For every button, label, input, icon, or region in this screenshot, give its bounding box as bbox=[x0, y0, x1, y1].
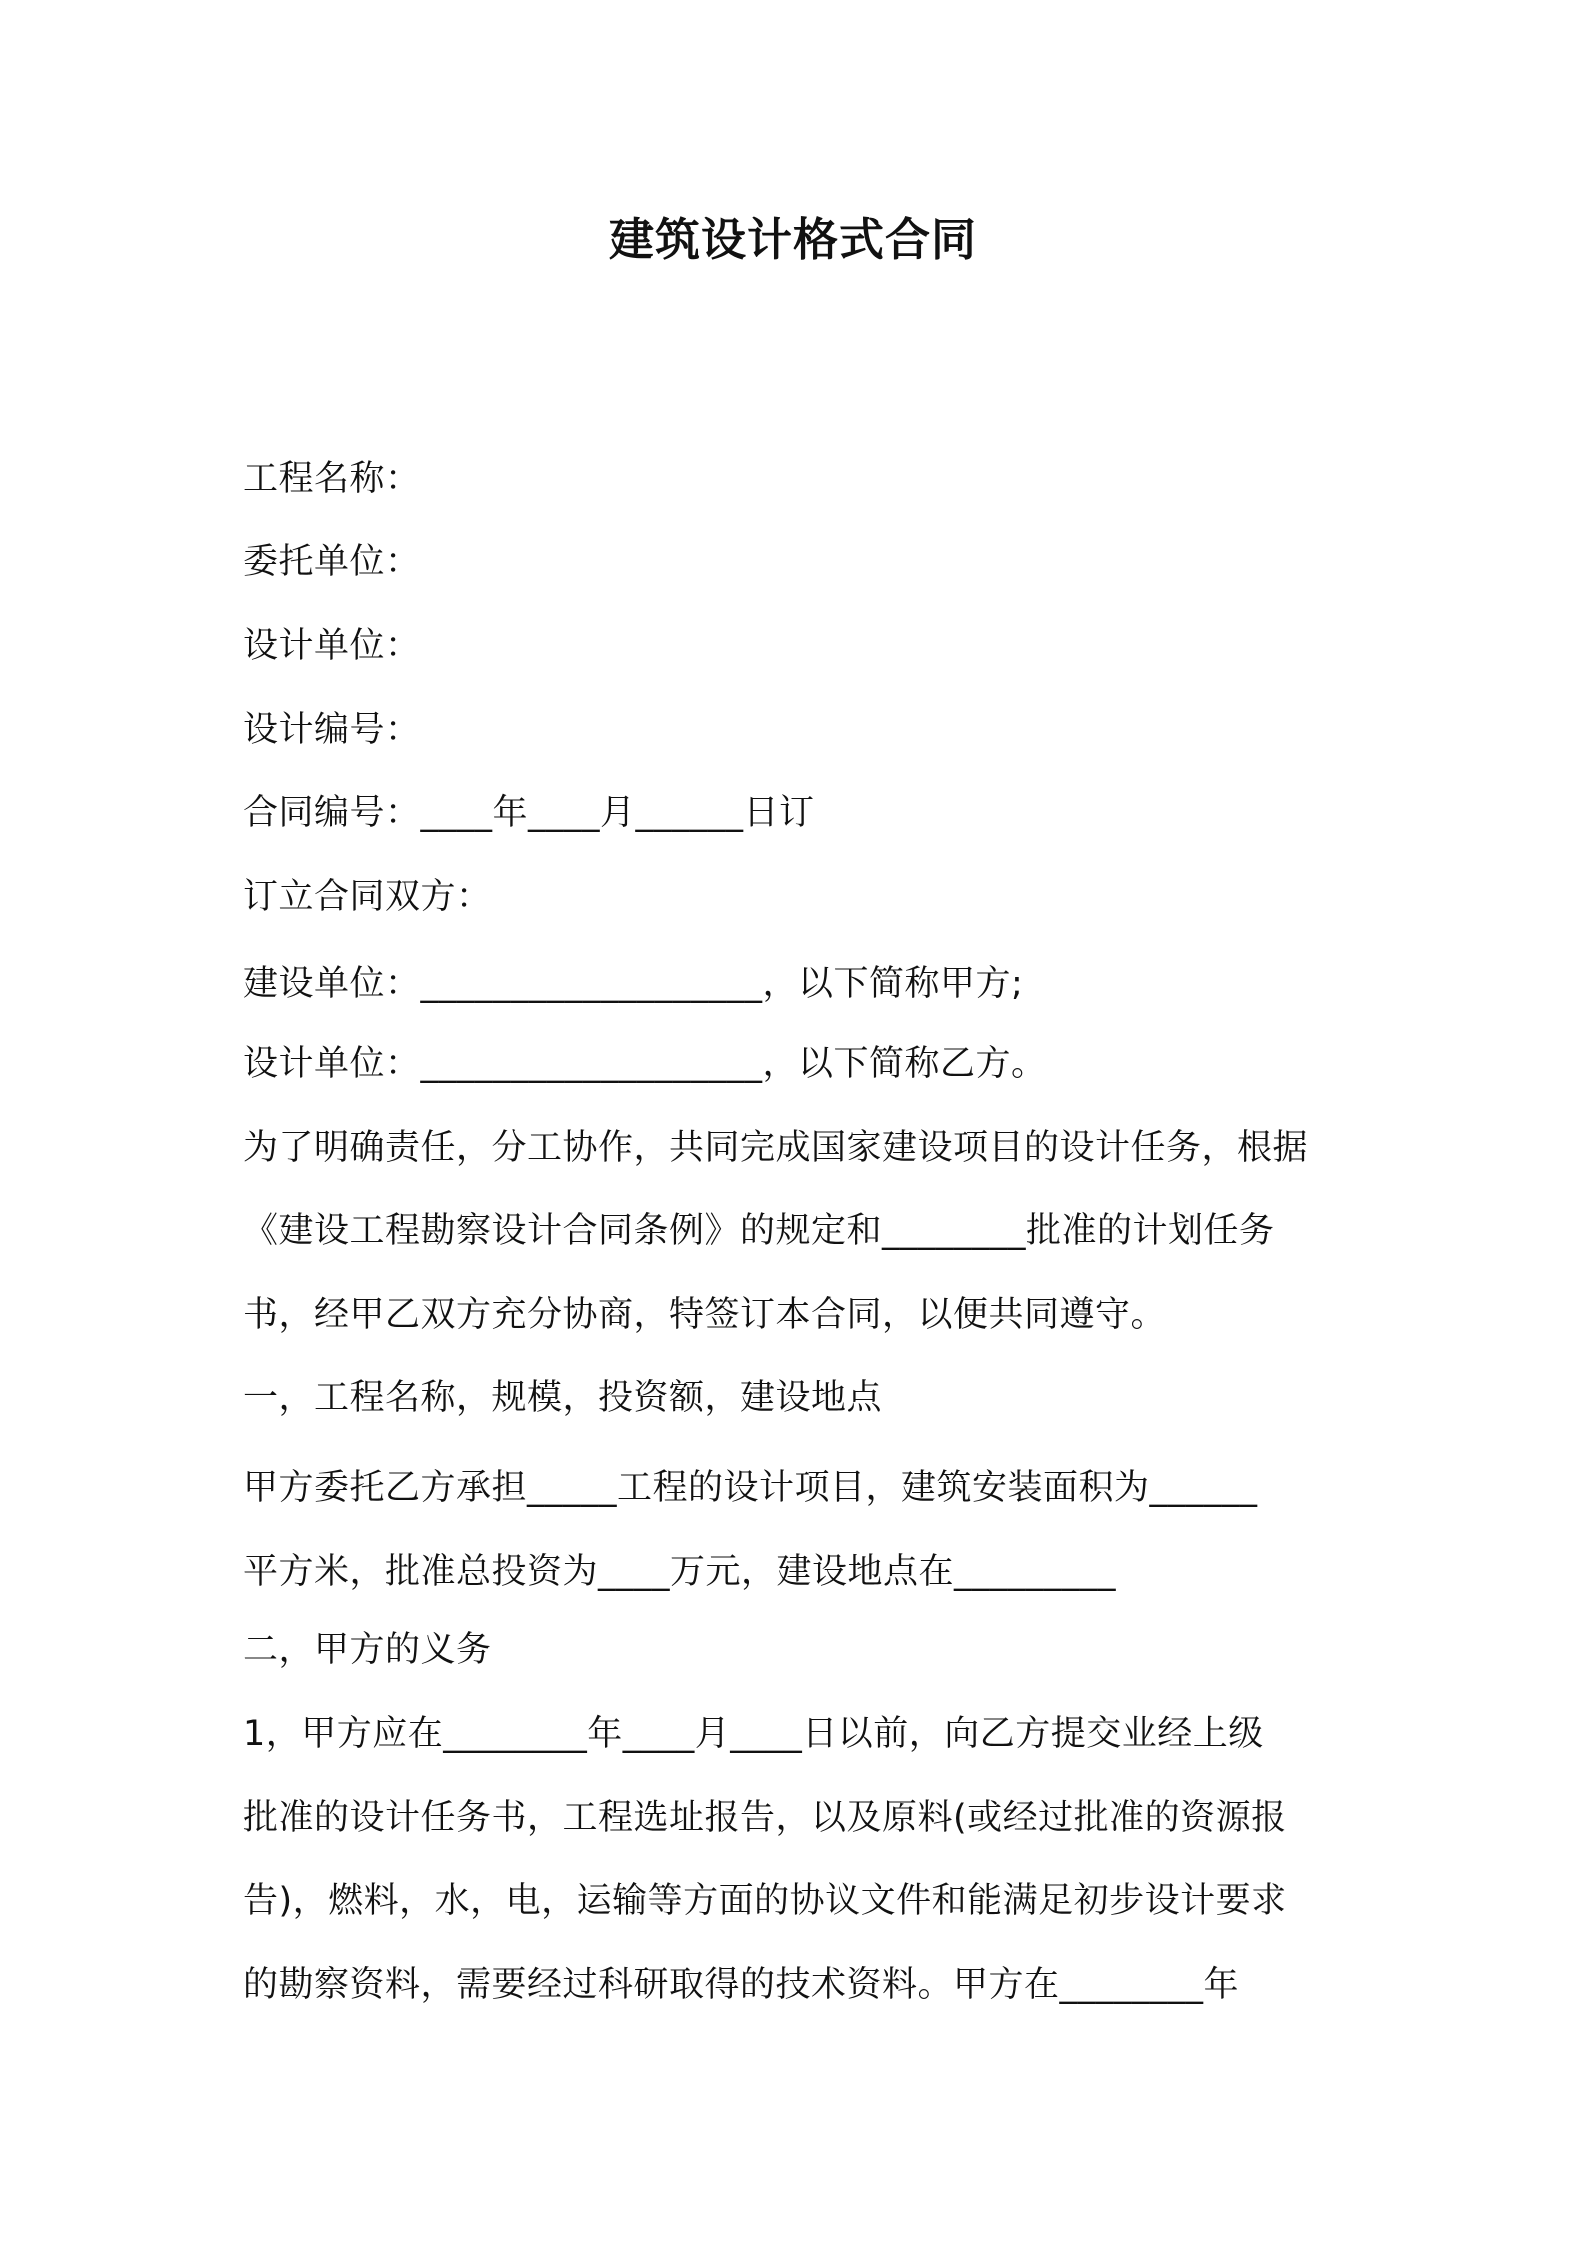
field-client: 委托单位： bbox=[243, 542, 421, 582]
section-heading-2: 二，甲方的义务 bbox=[243, 1630, 492, 1670]
section-heading-1: 一，工程名称，规模，投资额，建设地点 bbox=[243, 1378, 883, 1418]
paragraph-line: 书，经甲乙双方充分协商，特签订本合同，以便共同遵守。 bbox=[243, 1295, 1167, 1335]
party-b-line: 设计单位：___________________，以下简称乙方。 bbox=[243, 1044, 1047, 1084]
field-contract-number: 合同编号：____年____月______日订 bbox=[243, 793, 815, 833]
page-title: 建筑设计格式合同 bbox=[608, 213, 977, 266]
paragraph-line: 甲方委托乙方承担_____工程的设计项目，建筑安装面积为______ bbox=[243, 1468, 1258, 1508]
paragraph-line: 为了明确责任，分工协作，共同完成国家建设项目的设计任务，根据 bbox=[243, 1128, 1309, 1168]
paragraph-line: 平方米，批准总投资为____万元，建设地点在_________ bbox=[243, 1552, 1117, 1592]
paragraph-line: 批准的设计任务书，工程选址报告，以及原料(或经过批准的资源报 bbox=[243, 1798, 1287, 1838]
paragraph-line: 《建设工程勘察设计合同条例》的规定和________批准的计划任务 bbox=[243, 1211, 1275, 1251]
paragraph-line: 告)，燃料，水，电，运输等方面的协议文件和能满足初步设计要求 bbox=[243, 1881, 1287, 1921]
parties-heading: 订立合同双方： bbox=[243, 877, 492, 917]
party-a-line: 建设单位：___________________，以下简称甲方; bbox=[243, 964, 1024, 1004]
field-project-name: 工程名称： bbox=[243, 459, 421, 499]
field-design-unit: 设计单位： bbox=[243, 626, 421, 666]
paragraph-line: 的勘察资料，需要经过科研取得的技术资料。甲方在________年 bbox=[243, 1965, 1240, 2005]
paragraph-line: 1，甲方应在________年____月____日以前，向乙方提交业经上级 bbox=[243, 1714, 1264, 1754]
field-design-number: 设计编号： bbox=[243, 710, 421, 750]
